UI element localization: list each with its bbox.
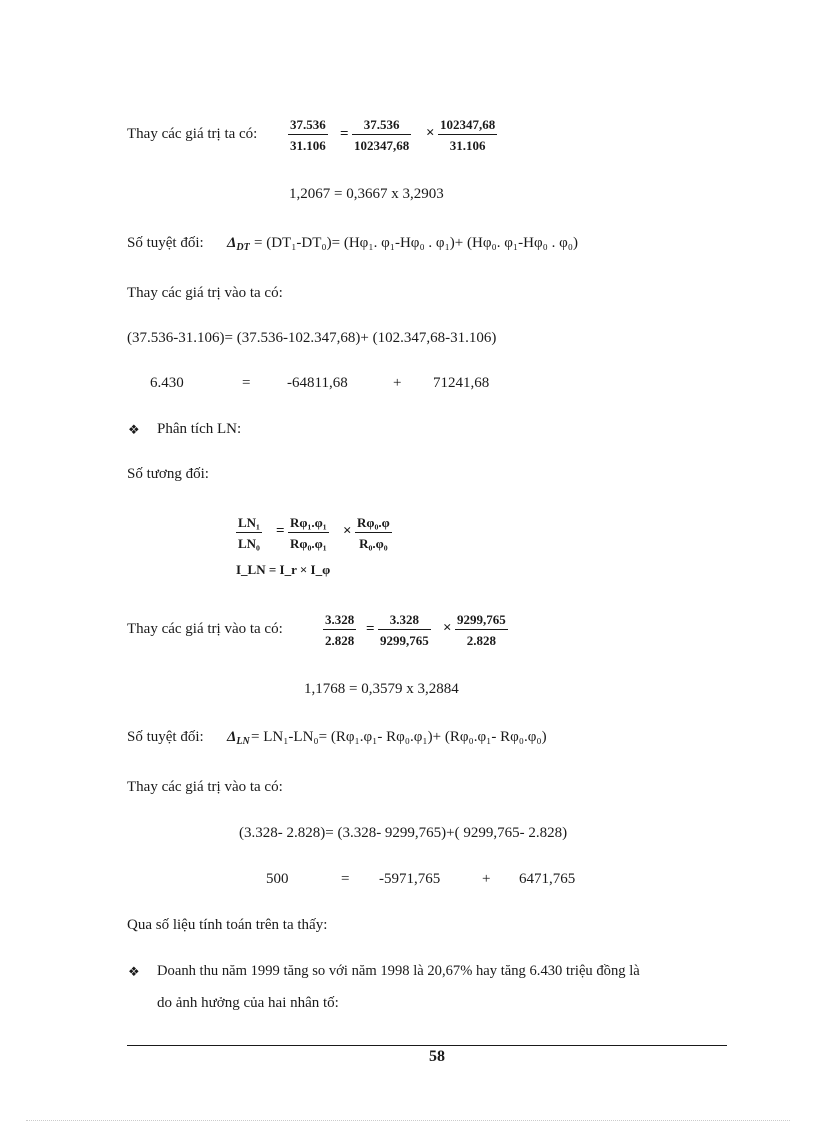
relative-label: Số tương đối: xyxy=(127,466,209,482)
fraction-denominator: 102347,68 xyxy=(354,138,410,153)
fraction-index-2 xyxy=(455,612,508,648)
equals-sign: = xyxy=(340,126,349,142)
substitute-label: Thay các giá trị vào ta có: xyxy=(127,779,283,795)
result-total: 6.430 xyxy=(150,375,184,391)
bullet-text-line-1: Doanh thu năm 1999 tăng so với năm 1998 là 20,67% hay tăng 6.430 triệu đồng là xyxy=(157,963,640,979)
fraction-numerator: Rφ₁.φ₁ xyxy=(288,515,329,533)
eq-fraction-2 xyxy=(355,515,392,551)
result-plus: + xyxy=(393,375,402,391)
times-sign: × xyxy=(443,620,452,636)
delta-symbol xyxy=(227,728,250,746)
substitute-values-label: Thay các giá trị vào ta có: xyxy=(127,621,283,637)
substitution-expression: (37.536-31.106)= (37.536-102.347,68)+ (102.347,68-31.106) xyxy=(127,330,497,346)
fraction-ln1-ln0 xyxy=(323,612,356,648)
fraction-numerator: 102347,68 xyxy=(438,117,497,135)
fraction-dt1-dt0 xyxy=(288,117,328,153)
delta-subscript: DT xyxy=(236,242,250,253)
substitute-values-label: Thay các giá trị ta có: xyxy=(127,126,258,142)
fraction-index-1 xyxy=(352,117,411,153)
result-part-2: 71241,68 xyxy=(433,375,490,391)
absolute-label: Số tuyệt đối: xyxy=(127,235,204,251)
fraction-denominator: 2.828 xyxy=(325,633,355,648)
fraction-denominator: 31.106 xyxy=(449,138,486,153)
equals-sign: = xyxy=(366,621,375,637)
fraction-index-2 xyxy=(438,117,497,153)
result-equals: = xyxy=(341,871,350,887)
fraction-denominator: 31.106 xyxy=(290,138,326,153)
result-total: 500 xyxy=(266,871,289,887)
footer-rule xyxy=(127,1045,727,1046)
absolute-label: Số tuyệt đối: xyxy=(127,729,204,745)
fraction-numerator: 9299,765 xyxy=(455,612,508,630)
delta-symbol xyxy=(227,234,250,252)
substitution-expression: (3.328- 2.828)= (3.328- 9299,765)+( 9299,765- 2.828) xyxy=(239,825,568,841)
result-part-2: 6471,765 xyxy=(519,871,576,887)
conclusion-intro: Qua số liệu tính toán trên ta thấy: xyxy=(127,917,328,933)
page-bottom-border xyxy=(26,1120,790,1121)
fraction-numerator: 37.536 xyxy=(352,117,411,135)
delta-subscript: LN xyxy=(236,736,250,747)
result-plus: + xyxy=(482,871,491,887)
fraction-denominator: LN₀ xyxy=(238,536,260,551)
delta-glyph: Δ xyxy=(227,235,237,251)
substitute-label: Thay các giá trị vào ta có: xyxy=(127,285,283,301)
result-equals: = xyxy=(242,375,251,391)
diamond-bullet-icon: ❖ xyxy=(128,422,140,437)
diamond-bullet-icon: ❖ xyxy=(128,964,140,979)
index-equation: I_LN = I_r × I_φ xyxy=(236,562,331,577)
fraction-numerator: Rφ₀.φ xyxy=(355,515,392,533)
fraction-numerator: 37.536 xyxy=(288,117,328,135)
bullet-text-line-2: do ảnh hưởng của hai nhân tố: xyxy=(157,995,339,1011)
delta-glyph: Δ xyxy=(227,729,237,745)
times-sign: × xyxy=(426,125,435,141)
page-number: 58 xyxy=(429,1048,445,1065)
times-sign: × xyxy=(343,523,352,539)
result-part-1: -64811,68 xyxy=(287,375,348,391)
eq-fraction-1 xyxy=(288,515,329,551)
fraction-numerator: LN₁ xyxy=(236,515,262,533)
equals-sign: = xyxy=(276,523,285,539)
fraction-denominator: 9299,765 xyxy=(380,633,429,648)
relative-result-line: 1,2067 = 0,3667 x 3,2903 xyxy=(289,186,444,202)
absolute-expression: = (DT₁-DT₀)= (Hφ₁. φ₁-Hφ₀ . φ₁)+ (Hφ₀. φ₁-Hφ₀ . φ₀) xyxy=(254,235,578,251)
fraction-denominator: Rφ₀.φ₁ xyxy=(290,536,327,551)
absolute-expression: = LN₁-LN₀= (Rφ₁.φ₁- Rφ₀.φ₁)+ (Rφ₀.φ₁- Rφ₀.φ₀) xyxy=(251,729,547,745)
result-part-1: -5971,765 xyxy=(379,871,441,887)
relative-result-line: 1,1768 = 0,3579 x 3,2884 xyxy=(304,681,459,697)
fraction-denominator: R₀.φ₀ xyxy=(359,536,388,551)
section-heading: Phân tích LN: xyxy=(157,421,242,437)
fraction-denominator: 2.828 xyxy=(466,633,496,648)
fraction-numerator: 3.328 xyxy=(323,612,356,630)
fraction-index-1 xyxy=(378,612,431,648)
eq-lhs-fraction xyxy=(236,515,262,551)
fraction-numerator: 3.328 xyxy=(378,612,431,630)
